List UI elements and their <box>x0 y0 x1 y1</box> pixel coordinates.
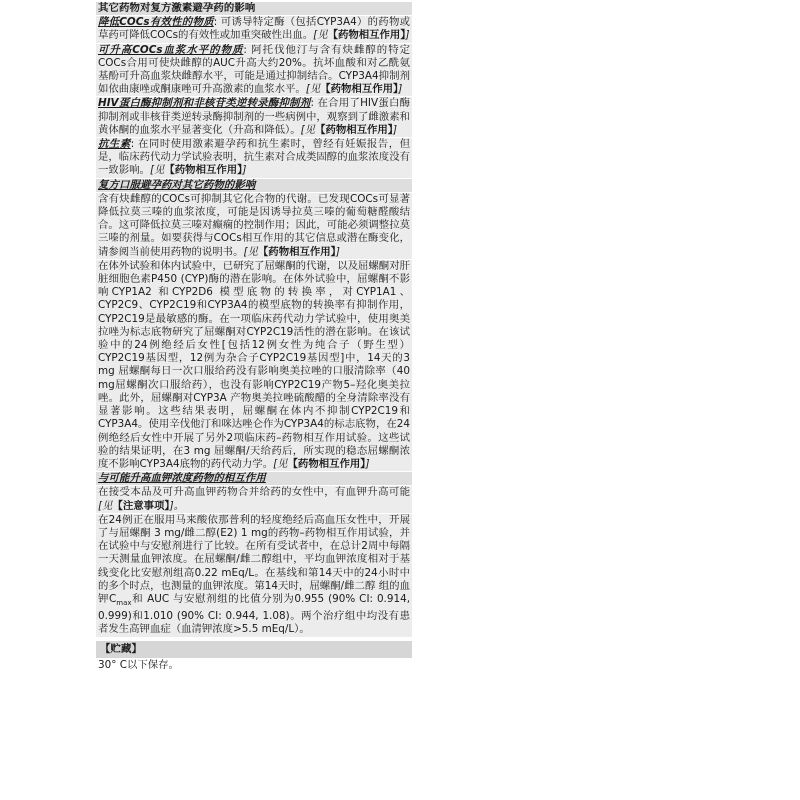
paragraph-text: : 阿托伐他汀与含有炔雌醇的特定COCs合用可使炔雌醇的AUC升高大约20%。抗坏血酸和对乙酰氨基酚可升高血浆炔雌醇水平，可能是通过抑制结合。CYP3A4抑制剂如依曲康唑或酮康唑可升高激素的血浆水平。 <box>98 43 410 96</box>
cross-reference <box>313 29 409 41</box>
storage-text: 30° C以下保存。 <box>98 658 179 671</box>
ref-section: 【药物相互作用】 <box>327 29 406 42</box>
ref-section: 【药物相互作用】 <box>164 164 243 177</box>
section-heading-potassium-interactions: 与可能升高血钾浓度药物的相互作用 <box>96 472 412 485</box>
paragraph-antibiotics <box>96 138 412 178</box>
ref-suffix: ] <box>242 164 247 177</box>
paragraph-lead: 降低COCs有效性的物质 <box>98 16 214 29</box>
ref-suffix: ] <box>405 29 410 42</box>
cross-reference <box>150 164 246 176</box>
ref-prefix: [见 <box>313 29 328 42</box>
document-column <box>96 2 412 673</box>
cross-reference <box>98 500 184 512</box>
paragraph-reduce-coc-efficacy <box>96 16 412 42</box>
paragraph-drospirenone-metabolism <box>96 260 412 471</box>
section-heading-drug-effects-on-cocs: 其它药物对复方激素避孕药的影响 <box>96 2 412 15</box>
paragraph-hiv-protease-inhibitors <box>96 97 412 137</box>
ref-suffix: ] <box>393 123 398 136</box>
paragraph-text: : 可诱导特定酶（包括CYP3A4）的药物或草药可降低COCs的有效性或加重突破性出血。 <box>98 16 410 42</box>
paragraph-lead: 抗生素 <box>98 138 131 151</box>
ref-section: 【药物相互作用】 <box>287 457 366 470</box>
paragraph-potassium-risk <box>96 486 412 512</box>
paragraph-lead: 可升高COCs血浆水平的物质 <box>98 43 244 56</box>
paragraph-enalapril-study <box>96 514 412 637</box>
ref-section: 【药物相互作用】 <box>320 83 399 96</box>
ref-prefix: [见 <box>305 83 321 96</box>
cross-reference <box>306 83 402 95</box>
paragraph-text: 含有炔雌醇的COCs可抑制其它化合物的代谢。已发现COCs可显著降低拉莫三嗪的血浆浓度，可能是因诱导拉莫三嗪的葡萄糖醛酸结合。这可降低拉莫三嗪对癫痫的控制作用；因此，可能必须调整拉莫三嗪的剂量。如要获得与COCs相互作用的其它信息或潜在酶变化，请参阅当前使用药物的说明书。 <box>98 192 410 258</box>
ref-prefix: [见 <box>243 245 258 258</box>
ref-section: 【药物相互作用】 <box>315 123 394 136</box>
paragraph-text: : 在合用了HIV蛋白酶抑制剂或非核苷类逆转录酶抑制剂的一些病例中，观察到了雌激素和黄体酮的血浆水平显著变化（升高和降低）。 <box>98 97 410 136</box>
ref-prefix: [见 <box>273 457 288 470</box>
ref-suffix: ]。 <box>169 499 185 512</box>
section-heading-storage: 【贮藏】 <box>96 641 412 658</box>
ref-suffix: ] <box>335 245 340 258</box>
subscript-max: max <box>116 599 132 608</box>
paragraph-text: 在接受本品及可升高血钾药物合并给药的女性中，有血钾升高可能 <box>98 486 410 499</box>
ref-section: 【注意事项】 <box>112 499 170 512</box>
section-heading-cocs-effect-on-other-drugs: 复方口服避孕药对其它药物的影响 <box>96 179 412 192</box>
ref-suffix: ] <box>398 83 403 96</box>
ref-section: 【药物相互作用】 <box>257 245 336 258</box>
ref-prefix: [见 <box>149 164 165 177</box>
paragraph-text: 在体外试验和体内试验中，已研究了屈螺酮的代谢，以及屈螺酮对肝脏细胞色素P450 (CYP)酶的潜在影响。在体外试验中，屈螺酮不影响CYP1A2 和CYP2D6 模型底物的转换率，对CYP1A1、CYP2C9、CYP2C19和CYP3A4的模型底物的转换率有抑制作用，CYP2C19是最敏感的酶。在一项临床药代动力学试验中，使用奥美拉唑为标志底物研究了屈螺酮对CYP2C19活性的潜在影响。在该试验中的24例绝经后女性[包括12例女性为纯合子（野生型）CYP2C19基因型，12例为杂合子CYP2C19基因型]中，14天的3 mg 屈螺酮每日一次口服给药没有影响奥美拉唑的口服清除率（40 mg屈螺酮次口服给药），也没有影响CYP2C19产物5–羟化奥美拉唑。此外，屈螺酮对CYP3A 产物奥美拉唑硫酸醋的全身清除率没有显著影响。这些结果表明，屈螺酮在体内不抑制CYP2C19和CYP3A4。使用辛伐他汀和咪达唑仑作为CYP3A4的标志底物，在24例绝经后女性中开展了另外2项临床药–药物相互作用试验。这些试验的结果证明，在3 mg 屈螺酮/天给药后，所实现的稳态屈螺酮浓度不影响CYP3A4底物的药代动力学。 <box>98 259 410 470</box>
paragraph-lamotrigine <box>96 193 412 259</box>
cross-reference <box>273 458 369 470</box>
paragraph-raise-coc-plasma-levels <box>96 44 412 97</box>
ref-suffix: ] <box>365 457 370 470</box>
cross-reference <box>243 246 339 258</box>
paragraph-text: 在24例正在服用马来酸依那普利的轻度绝经后高血压女性中，开展了与屈螺酮 3 mg/雌二醇(E2) 1 mg的药物–药物相互作用试验，并在试验中与安慰剂进行了比较。在所有受试者中，在总计2周中每隔一天测量血钾浓度。在屈螺酮/雌二醇组中，平均血钾浓度相对于基线变化比安慰剂组高0.22 mEq/L。在基线和第14天中的24小时中的多个时点，也测量的血钾浓度。第14天时，屈螺酮/雌二醇 组的血钾C <box>98 513 410 605</box>
paragraph-text-continued: 和 AUC 与安慰剂组的比值分别为0.955 (90% CI: 0.914, 0.999)和1.010 (90% CI: 0.944, 1.08)。两个治疗组中均没有患者发生高钾血症（血清钾浓度>5.5 mEq/L）。 <box>98 592 410 636</box>
cross-reference <box>301 124 397 136</box>
ref-prefix: [见 <box>300 123 316 136</box>
paragraph-text: : 在同时使用激素避孕药和抗生素时，曾经有妊娠报告，但是，临床药代动力学试验表明，抗生素对合成类固醇的血浆浓度没有一致影响。 <box>98 138 410 177</box>
paragraph-lead: HIV蛋白酶抑制剂和非核苷类逆转录酶抑制剂 <box>98 97 311 110</box>
ref-prefix: [见 <box>98 499 113 512</box>
